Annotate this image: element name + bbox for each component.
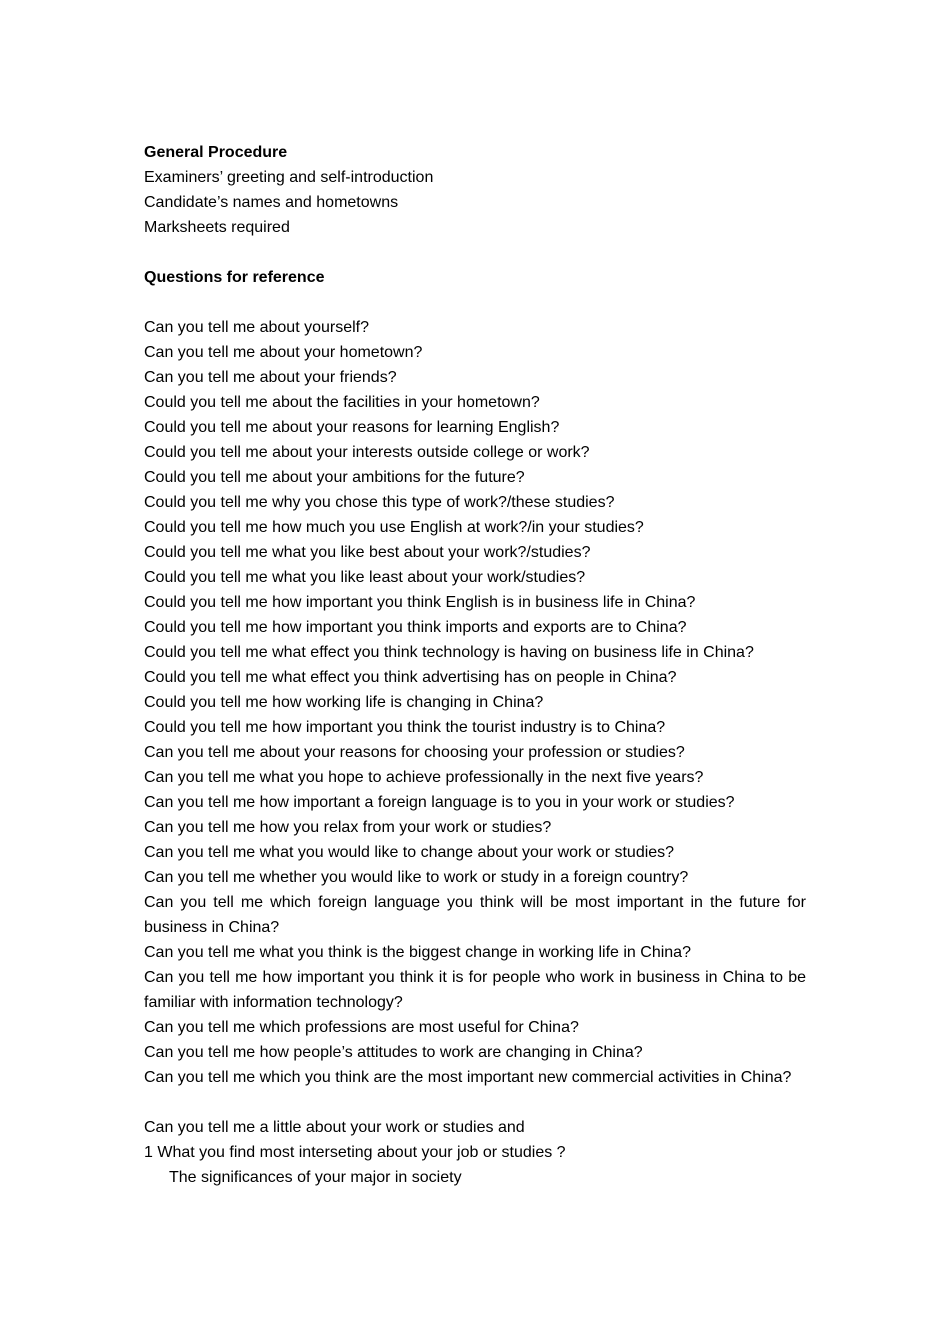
question-item: Could you tell me why you chose this type of work?/these studies? xyxy=(144,494,615,511)
question-item: Could you tell me what you like least about your work/studies? xyxy=(144,569,586,586)
question-item: Could you tell me what effect you think advertising has on people in China? xyxy=(144,669,677,686)
question-item: Can you tell me which you think are the most important new commercial activities in China? xyxy=(144,1069,792,1086)
question-item: Could you tell me about the facilities in your hometown? xyxy=(144,394,540,411)
question-item: Can you tell me what you would like to change about your work or studies? xyxy=(144,844,675,861)
question-item: Could you tell me how important you think imports and exports are to China? xyxy=(144,619,687,636)
question-item: Could you tell me what effect you think technology is having on business life in China? xyxy=(144,644,754,661)
procedure-heading: General Procedure xyxy=(144,144,288,161)
question-item: Could you tell me how important you think English is in business life in China? xyxy=(144,594,696,611)
questions-list xyxy=(144,315,806,1090)
followup-subitem: The significances of your major in society xyxy=(169,1169,462,1186)
question-item: Can you tell me what you think is the biggest change in working life in China? xyxy=(144,944,691,961)
question-item: Can you tell me which professions are most useful for China? xyxy=(144,1019,579,1036)
followup-intro: Can you tell me a little about your work or studies and xyxy=(144,1119,525,1136)
question-item: Could you tell me what you like best about your work?/studies? xyxy=(144,544,591,561)
question-item: Can you tell me whether you would like to work or study in a foreign country? xyxy=(144,869,689,886)
question-item: Could you tell me about your ambitions for the future? xyxy=(144,469,525,486)
reference-heading: Questions for reference xyxy=(144,269,325,286)
question-item: Could you tell me how important you think the tourist industry is to China? xyxy=(144,719,666,736)
question-item: Can you tell me how important you think it is for people who work in business in China to be familiar with information technology? xyxy=(144,969,806,1011)
question-item: Could you tell me how much you use English at work?/in your studies? xyxy=(144,519,644,536)
question-item: Could you tell me how working life is changing in China? xyxy=(144,694,544,711)
question-item: Can you tell me which foreign language you think will be most important in the future for business in China? xyxy=(144,894,806,936)
document-page xyxy=(144,140,806,1190)
question-item: Can you tell me how you relax from your work or studies? xyxy=(144,819,552,836)
question-item: Could you tell me about your reasons for learning English? xyxy=(144,419,560,436)
followup-item: 1 What you find most interseting about your job or studies ? xyxy=(144,1144,566,1161)
spacer xyxy=(144,290,806,315)
procedure-item: Examiners’ greeting and self-introduction xyxy=(144,169,434,186)
question-item: Could you tell me about your interests outside college or work? xyxy=(144,444,590,461)
procedure-item: Candidate’s names and hometowns xyxy=(144,194,399,211)
question-item: Can you tell me what you hope to achieve professionally in the next five years? xyxy=(144,769,704,786)
question-item: Can you tell me about your friends? xyxy=(144,369,397,386)
spacer xyxy=(144,240,806,265)
question-item: Can you tell me about your reasons for choosing your profession or studies? xyxy=(144,744,685,761)
question-item: Can you tell me about your hometown? xyxy=(144,344,423,361)
question-item: Can you tell me about yourself? xyxy=(144,319,370,336)
question-item: Can you tell me how important a foreign language is to you in your work or studies? xyxy=(144,794,735,811)
spacer xyxy=(144,1090,806,1115)
question-item: Can you tell me how people’s attitudes to work are changing in China? xyxy=(144,1044,643,1061)
procedure-item: Marksheets required xyxy=(144,219,290,236)
